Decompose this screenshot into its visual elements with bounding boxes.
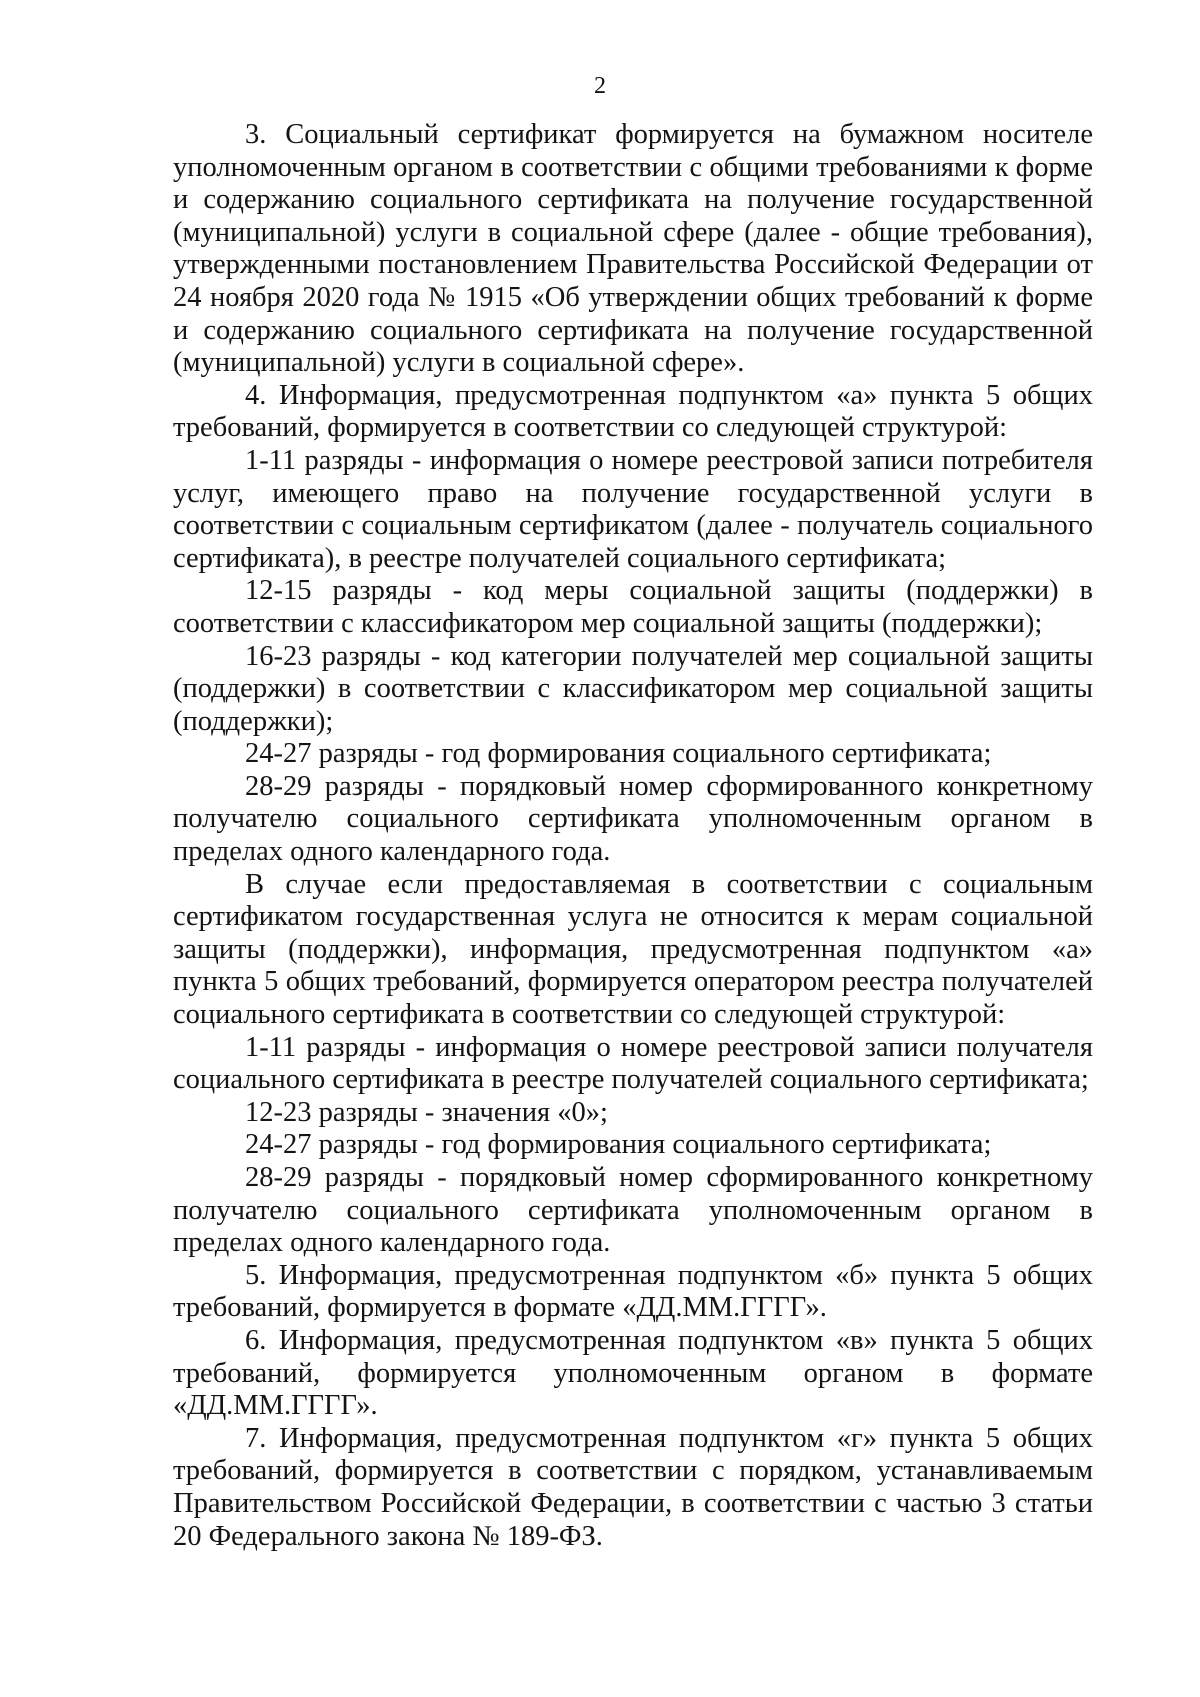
paragraph-3: 3. Социальный сертификат формируется на бумажном носителе уполномоченным органом в соответствии с общими требованиями к форме и содержанию социального сертификата на получение государственной (муниципальной) услуги в социальной сфере (далее - общие требования), утвержденными постановлением Правительства Российской Федерации от 24 ноября 2020 года № 1915 «Об утверждении общих требований к форме и содержанию социального сертификата на получение государственной (муниципальной) услуги в социальной сфере». xyxy=(173,119,1093,379)
paragraph-7: 7. Информация, предусмотренная подпунктом «г» пункта 5 общих требований, формируется в соответствии с порядком, устанавливаемым Правительством Российской Федерации, в соответствии с частью 3 статьи 20 Федерального закона № 189-ФЗ. xyxy=(173,1422,1093,1552)
digits-12-15-measure-code: 12-15 разряды - код меры социальной защиты (поддержки) в соответствии с классификатором мер социальной защиты (поддержки); xyxy=(173,575,1093,639)
digits-28-29-serial-number: 28-29 разряды - порядковый номер сформированного конкретному получателю социального сертификата уполномоченным органом в пределах одного календарного года. xyxy=(173,770,1093,868)
digits-16-23-category-code: 16-23 разряды - код категории получателей мер социальной защиты (поддержки) в соответствии с классификатором мер социальной защиты (поддержки); xyxy=(173,640,1093,737)
document-body xyxy=(173,119,1093,1553)
digits-28-29-serial-number-alt: 28-29 разряды - порядковый номер сформированного конкретному получателю социального сертификата уполномоченным органом в пределах одного календарного года. xyxy=(173,1162,1093,1259)
digits-12-23-zero-values: 12-23 разряды - значения «0»; xyxy=(245,1096,608,1128)
digits-1-11-recipient-record: 1-11 разряды - информация о номере реестровой записи получателя социального сертификата в реестре получателей социального сертификата; xyxy=(173,1031,1093,1096)
paragraph-6: 6. Информация, предусмотренная подпунктом «в» пункта 5 общих требований, формируется уполномоченным органом в формате «ДД.ММ.ГГГГ». xyxy=(173,1324,1093,1422)
digits-24-27-year: 24-27 разряды - год формирования социального сертификата; xyxy=(245,738,992,770)
paragraph-5: 5. Информация, предусмотренная подпунктом «б» пункта 5 общих требований, формируется в формате «ДД.ММ.ГГГГ». xyxy=(173,1259,1093,1324)
digits-1-11-consumer-record: 1-11 разряды - информация о номере реестровой записи потребителя услуг, имеющего право на получение государственной услуги в соответствии с социальным сертификатом (далее - получатель социального сертификата), в реестре получателей социального сертификата; xyxy=(173,444,1093,574)
page-number: 2 xyxy=(594,73,606,99)
digits-24-27-year-alt: 24-27 разряды - год формирования социального сертификата; xyxy=(245,1129,992,1161)
non-social-protection-case: В случае если предоставляемая в соответствии с социальным сертификатом государственная услуга не относится к мерам социальной защиты (поддержки), информация, предусмотренная подпунктом «а» пункта 5 общих требований, формируется оператором реестра получателей социального сертификата в соответствии со следующей структурой: xyxy=(173,868,1093,1031)
paragraph-4: 4. Информация, предусмотренная подпунктом «а» пункта 5 общих требований, формируется в соответствии со следующей структурой: xyxy=(173,379,1093,444)
